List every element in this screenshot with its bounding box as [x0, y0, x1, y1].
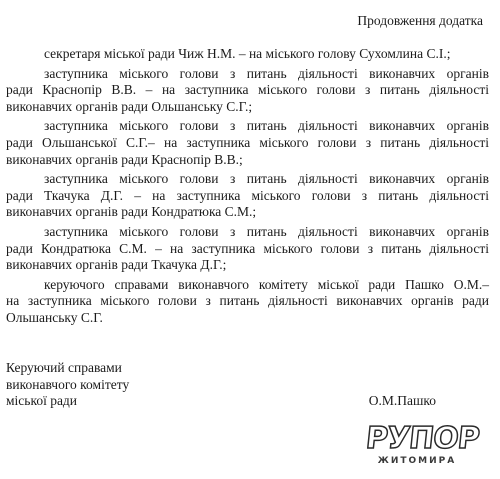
paragraph-line: виконавчих органів ради Краснопір В.В.;: [6, 151, 243, 167]
watermark-logo-word: РУПОР: [364, 421, 481, 456]
paragraph-line: виконавчих органів ради Ткачука Д.Г.;: [6, 257, 227, 273]
paragraph: [6, 46, 489, 63]
paragraph-line: секретаря міської ради Чиж Н.М. – на міського голову Сухомлина С.І.;: [44, 46, 451, 61]
paragraph: [6, 171, 489, 221]
signature-title-line: міської ради: [6, 393, 78, 409]
signature-block: [6, 360, 436, 410]
signature-title-line: виконавчого комітету: [6, 376, 130, 392]
signature-title-line: Керуючий справами: [6, 360, 122, 375]
paragraph-line: заступника міського голови з питань діяльності виконавчих органів: [44, 223, 489, 239]
paragraph-line: Ольшанську С.Г.: [6, 309, 103, 325]
signatory-name: О.М.Пашко: [368, 393, 436, 409]
continuation-header: Продовження додатка: [357, 13, 483, 28]
paragraph-line: заступника міського голови з питань діяльності виконавчих органів: [44, 118, 489, 134]
paragraph-line: ради Ольшанської С.Г.– на заступника міського голови з питань діяльності: [6, 134, 489, 150]
paragraph-line: ради Ткачука Д.Г. – на заступника міського голови з питань діяльності: [6, 187, 489, 203]
paragraph: [6, 66, 489, 116]
watermark-logo-subtitle: ЖИТОМИРА: [377, 456, 457, 466]
watermark-logo: [364, 421, 481, 470]
document-body: [6, 46, 489, 330]
paragraph: [6, 277, 489, 327]
paragraph: [6, 224, 489, 274]
paragraph-line: виконавчих органів ради Кондратюка С.М.;: [6, 204, 257, 220]
paragraph-line: ради Краснопір В.В. – на заступника міського голови з питань діяльності: [6, 82, 489, 98]
paragraph-line: керуючого справами виконавчого комітету міської ради Пашко О.М.–: [44, 276, 489, 292]
paragraph-line: виконавчих органів ради Ольшанську С.Г.;: [6, 98, 253, 114]
paragraph-line: на заступника міського голови з питань діяльності виконавчих органів ради: [6, 293, 489, 309]
paragraph-line: заступника міського голови з питань діяльності виконавчих органів: [44, 65, 489, 81]
paragraph: [6, 118, 489, 168]
paragraph-line: ради Кондратюка С.М. – на заступника міського голови з питань діяльності: [6, 240, 489, 256]
paragraph-line: заступника міського голови з питань діяльності виконавчих органів: [44, 171, 489, 187]
